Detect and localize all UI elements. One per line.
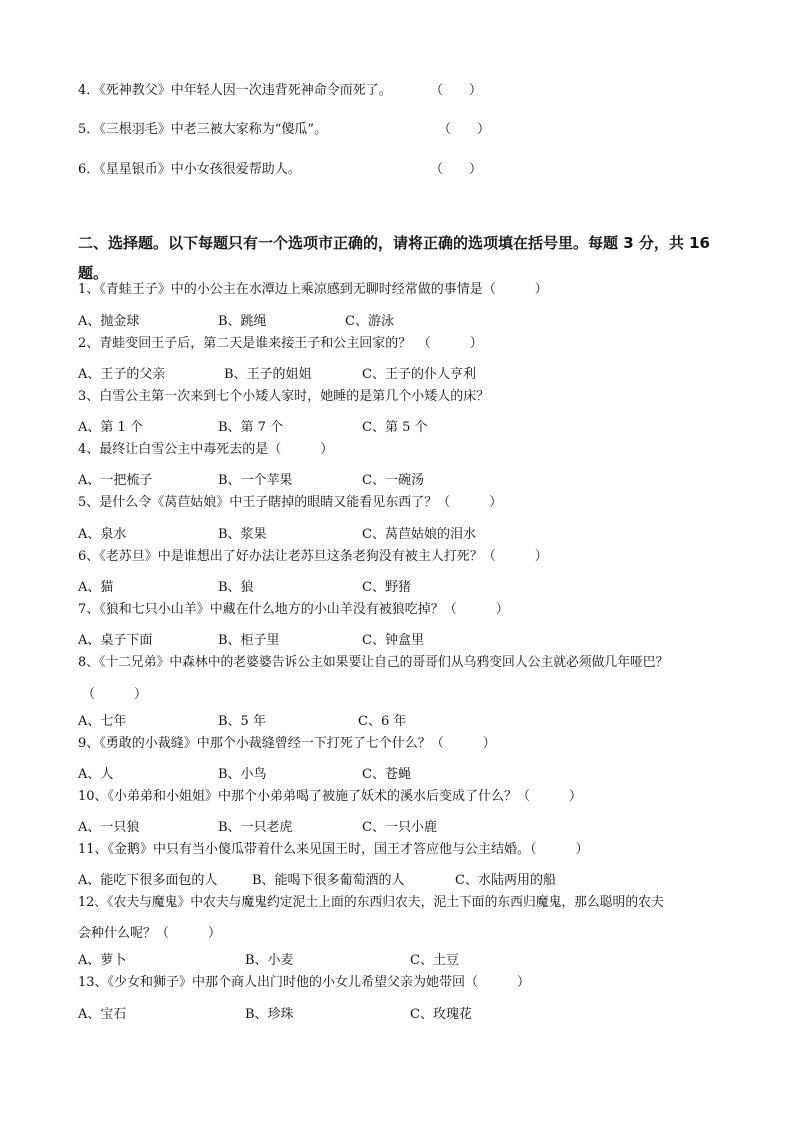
question-text-continued: （ ）	[82, 687, 148, 702]
question-text: 12、《农夫与魔鬼》中农夫与魔鬼约定泥土上面的东西归农夫，泥土下面的东西归魔鬼，那么聪明的农夫	[78, 895, 664, 910]
option-c: C、游泳	[345, 314, 394, 329]
answer-paren: （ ）	[438, 122, 491, 137]
option-c: C、6 年	[358, 714, 407, 729]
option-b: B、一只老虎	[218, 820, 293, 835]
option-c: C、一碗汤	[362, 473, 424, 488]
option-c: C、土豆	[410, 953, 459, 968]
option-c: C、野猪	[362, 580, 411, 595]
question-text: 10、《小弟弟和小姐姐》中那个小弟弟喝了被施了妖术的溪水后变成了什么？（ ）	[78, 789, 583, 804]
option-a: A、宝石	[78, 1007, 127, 1022]
question-text: 5、是什么令《莴苣姑娘》中王子瞎掉的眼睛又能看见东西了？（ ）	[78, 495, 503, 510]
option-b: B、浆果	[218, 527, 267, 542]
option-b: B、5 年	[218, 714, 266, 729]
answer-paren: （ ）	[430, 162, 483, 177]
tf-question-text: 6．《星星银币》中小女孩很爱帮助人。	[78, 162, 301, 177]
option-b: B、珍珠	[245, 1007, 294, 1022]
option-a: A、人	[78, 767, 114, 782]
option-c: C、玫瑰花	[410, 1007, 472, 1022]
question-text: 8、《十二兄弟》中森林中的老婆婆告诉公主如果要让自己的哥哥们从乌鸦变回人公主就必须做几年哑巴？	[78, 655, 669, 670]
question-text: 3、白雪公主第一次来到七个小矮人家时，她睡的是第几个小矮人的床？	[78, 389, 490, 404]
option-b: B、小鸟	[218, 767, 267, 782]
option-b: B、一个苹果	[218, 473, 293, 488]
question-text: 11、《金鹅》中只有当小傻瓜带着什么来见国王时，国王才答应他与公主结婚。（ ）	[78, 842, 589, 857]
option-b: B、第 7 个	[218, 420, 284, 435]
option-a: A、一只狼	[78, 820, 140, 835]
option-c: C、王子的仆人亨利	[362, 367, 476, 382]
option-b: B、柜子里	[218, 633, 280, 648]
option-c: C、水陆两用的船	[455, 873, 556, 888]
option-a: A、第 1 个	[78, 420, 143, 435]
option-c: C、莴苣姑娘的泪水	[362, 527, 476, 542]
option-b: B、跳绳	[218, 314, 267, 329]
option-c: C、苍蝇	[362, 767, 411, 782]
option-a: A、抛金球	[78, 314, 140, 329]
question-text-continued: 会种什么呢？（ ）	[78, 926, 222, 941]
option-a: A、萝卜	[78, 953, 127, 968]
option-c: C、钟盒里	[362, 633, 424, 648]
tf-question-4	[78, 79, 483, 98]
option-c: C、第 5 个	[362, 420, 428, 435]
tf-question-5	[78, 118, 491, 137]
option-c: C、一只小鹿	[362, 820, 437, 835]
option-b: B、王子的姐姐	[224, 367, 312, 382]
question-text: 7、《狼和七只小山羊》中藏在什么地方的小山羊没有被狼吃掉？（ ）	[78, 602, 509, 617]
tf-question-text: 5．《三根羽毛》中老三被大家称为“傻瓜”。	[78, 122, 328, 137]
question-text: 1、《青蛙王子》中的小公主在水潭边上乘凉感到无聊时经常做的事情是（ ）	[78, 282, 548, 297]
option-a: A、王子的父亲	[78, 367, 166, 382]
question-text: 13、《少女和狮子》中那个商人出门时他的小女儿希望父亲为她带回（ ）	[78, 975, 531, 990]
option-a: A、七年	[78, 714, 127, 729]
question-text: 2、青蛙变回王子后，第二天是谁来接王子和公主回家的？ （ ）	[78, 336, 483, 351]
option-b: B、能喝下很多葡萄酒的人	[252, 873, 405, 888]
question-text: 9、《勇敢的小裁缝》中那个小裁缝曾经一下打死了七个什么？（ ）	[78, 736, 496, 751]
option-a: A、能吃下很多面包的人	[78, 873, 218, 888]
option-a: A、猫	[78, 580, 114, 595]
tf-question-text: 4．《死神教父》中年轻人因一次违背死神命令而死了。	[78, 83, 392, 98]
section-heading: 二、选择题。以下每题只有一个选项市正确的，请将正确的选项填在括号里。每题 3 分，共 16 题。	[78, 234, 710, 282]
question-text: 6、《老苏旦》中是谁想出了好办法让老苏旦这条老狗没有被主人打死？（ ）	[78, 549, 548, 564]
answer-paren: （ ）	[430, 83, 483, 98]
option-a: A、泉水	[78, 527, 127, 542]
option-a: A、桌子下面	[78, 633, 153, 648]
tf-question-6	[78, 158, 483, 177]
option-b: B、小麦	[245, 953, 294, 968]
option-a: A、一把梳子	[78, 473, 153, 488]
option-b: B、狼	[218, 580, 254, 595]
question-text: 4、最终让白雪公主中毒死去的是（ ）	[78, 442, 334, 457]
